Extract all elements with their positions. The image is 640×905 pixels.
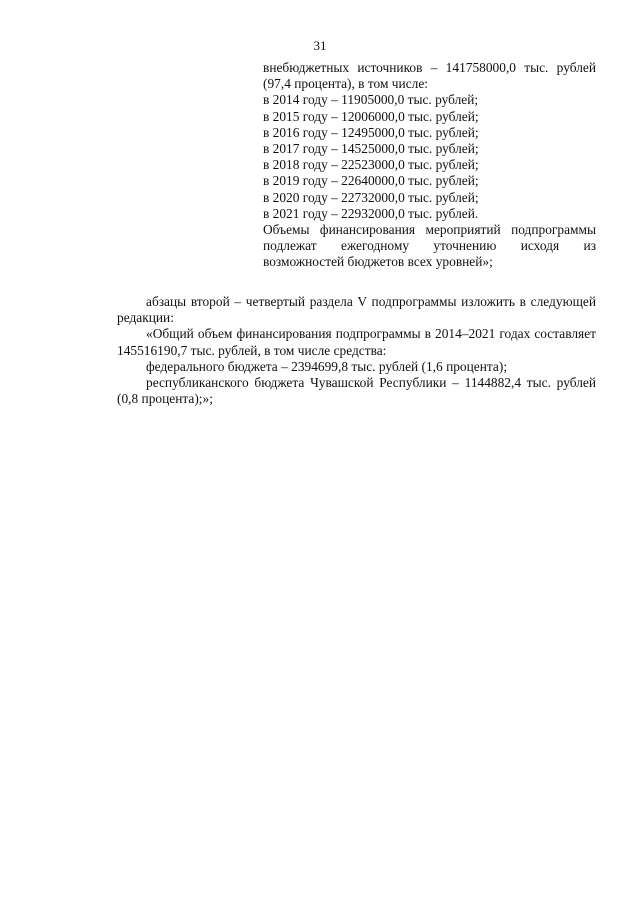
total-funding-paragraph: «Общий объем финансирования подпрограммы в 2014–2021 годах составляет 145516190,7 тыс. рублей, в том числе средства: [117,326,596,358]
extrabudgetary-sources-line: внебюджетных источников – 141758000,0 тыс. рублей [263,60,596,75]
year-funding-2014: в 2014 году – 11905000,0 тыс. рублей; [263,92,479,108]
extrabudgetary-share-line: (97,4 процента), в том числе: [263,76,428,92]
year-funding-2021: в 2021 году – 22932000,0 тыс. рублей. [263,205,479,221]
funding-adjustment-note: Объемы финансирования мероприятий подпрограммы подлежат ежегодному уточнению исходя из возможностей бюджетов всех уровней»; [263,222,596,270]
year-funding-2016: в 2016 году – 12495000,0 тыс. рублей; [263,124,479,140]
federal-budget-paragraph: федерального бюджета – 2394699,8 тыс. рублей (1,6 процента); [146,358,508,374]
republican-budget-paragraph: республиканского бюджета Чувашской Республики – 1144882,4 тыс. рублей (0,8 процента);»; [117,375,596,407]
year-funding-2018: в 2018 году – 22523000,0 тыс. рублей; [263,157,479,173]
year-funding-2015: в 2015 году – 12006000,0 тыс. рублей; [263,108,479,124]
funding-sources-block [263,60,596,271]
year-funding-2020: в 2020 году – 22732000,0 тыс. рублей; [263,189,479,205]
year-funding-2017: в 2017 году – 14525000,0 тыс. рублей; [263,141,479,157]
amendment-instruction: абзацы второй – четвертый раздела V подпрограммы изложить в следующей редакции: [117,294,596,326]
page-number: 31 [313,38,327,53]
amendment-text [117,294,596,407]
year-funding-2019: в 2019 году – 22640000,0 тыс. рублей; [263,173,479,189]
